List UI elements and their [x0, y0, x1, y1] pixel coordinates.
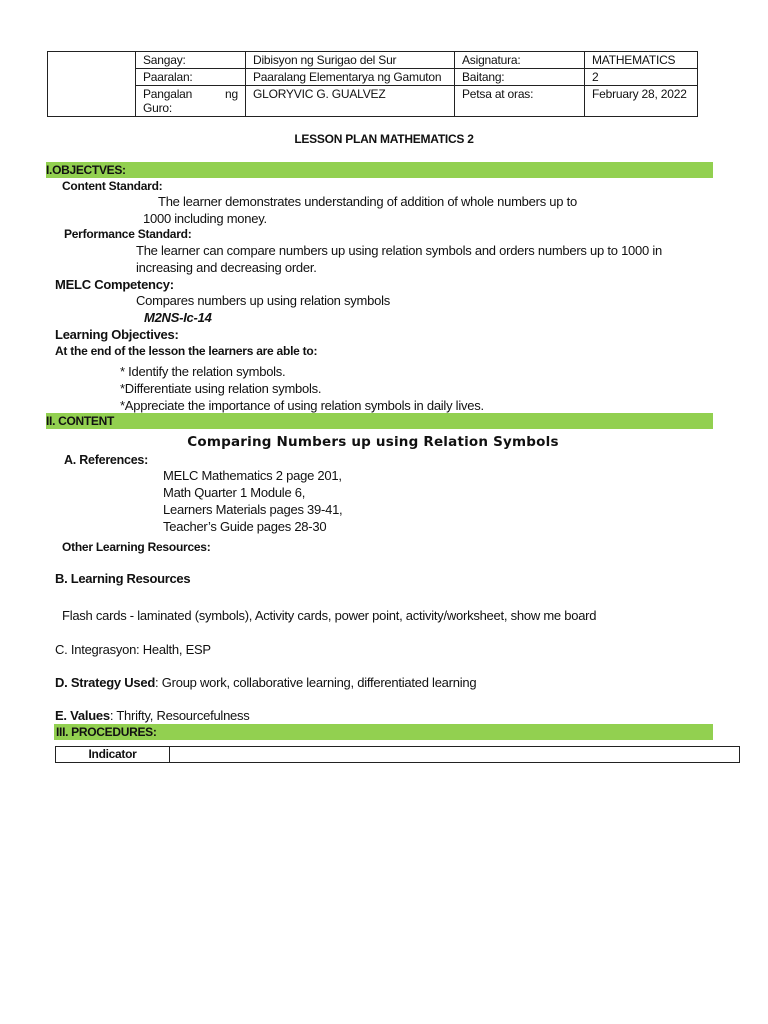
guro-label-b: ng — [225, 87, 238, 101]
list-item: * Identify the relation symbols. — [120, 364, 286, 379]
list-item: MELC Mathematics 2 page 201, — [163, 468, 342, 483]
page-title: LESSON PLAN MATHEMATICS 2 — [294, 132, 474, 146]
content-standard-line2: 1000 including money. — [143, 211, 267, 226]
strategy-text: : Group work, collaborative learning, differentiated learning — [155, 675, 477, 690]
asignatura-value: MATHEMATICS — [585, 52, 698, 69]
list-item: Teacher’s Guide pages 28-30 — [163, 519, 327, 534]
strategy-line — [55, 675, 476, 690]
indicator-table — [55, 746, 740, 763]
procedures-band — [54, 724, 713, 740]
guro-label — [136, 86, 246, 117]
objectives-band — [46, 162, 713, 178]
table-row — [48, 86, 698, 117]
guro-label-a: Pangalan — [143, 87, 193, 101]
performance-standard-line1: The learner can compare numbers up using relation symbols and orders numbers up to 1000 in — [136, 243, 662, 258]
values-text: : Thrifty, Resourcefulness — [109, 708, 250, 723]
content-band — [46, 413, 713, 429]
values-label: E. Values — [55, 708, 110, 723]
guro-label-c: Guro: — [143, 101, 173, 115]
melc-text: Compares numbers up using relation symbols — [136, 293, 390, 308]
baitang-value: 2 — [585, 69, 698, 86]
learning-objectives-label: Learning Objectives: — [55, 327, 179, 342]
logo-cell — [48, 52, 136, 117]
learning-objectives-intro: At the end of the lesson the learners are able to: — [55, 344, 318, 358]
other-resources-label: Other Learning Resources: — [62, 540, 211, 554]
table-row — [48, 69, 698, 86]
sangay-label: Sangay: — [136, 52, 246, 69]
performance-standard-line2: increasing and decreasing order. — [136, 260, 317, 275]
content-standard-label: Content Standard: — [62, 179, 163, 193]
baitang-label: Baitang: — [455, 69, 585, 86]
paaralan-value: Paaralang Elementarya ng Gamuton — [246, 69, 455, 86]
objectives-heading: I.OBJECTVES: — [46, 163, 126, 177]
values-line — [55, 708, 250, 723]
table-row — [48, 52, 698, 69]
procedures-heading: III. PROCEDURES: — [56, 725, 157, 739]
petsa-value: February 28, 2022 — [585, 86, 698, 117]
list-item: Math Quarter 1 Module 6, — [163, 485, 306, 500]
lesson-topic: Comparing Numbers up using Relation Symbols — [187, 434, 559, 450]
guro-value: GLORYVIC G. GUALVEZ — [246, 86, 455, 117]
list-item: Learners Materials pages 39-41, — [163, 502, 343, 517]
list-item: *Differentiate using relation symbols. — [120, 381, 322, 396]
petsa-label: Petsa at oras: — [455, 86, 585, 117]
performance-standard-label: Performance Standard: — [64, 227, 192, 241]
learning-resources-text: Flash cards - laminated (symbols), Activity cards, power point, activity/worksheet, show me board — [62, 608, 597, 623]
sangay-value: Dibisyon ng Surigao del Sur — [246, 52, 455, 69]
melc-label: MELC Competency: — [55, 277, 174, 292]
content-heading: II. CONTENT — [46, 414, 115, 428]
header-info-table — [47, 51, 698, 117]
list-item: *Appreciate the importance of using relation symbols in daily lives. — [120, 398, 484, 413]
content-standard-line1: The learner demonstrates understanding of addition of whole numbers up to — [158, 194, 577, 209]
indicator-header: Indicator — [56, 747, 170, 762]
integration-text: C. Integrasyon: Health, ESP — [55, 642, 211, 657]
melc-code: M2NS-Ic-14 — [144, 310, 212, 325]
learning-resources-label: B. Learning Resources — [55, 571, 191, 586]
asignatura-label: Asignatura: — [455, 52, 585, 69]
references-label: A. References: — [64, 453, 149, 467]
paaralan-label: Paaralan: — [136, 69, 246, 86]
strategy-label: D. Strategy Used — [55, 675, 156, 690]
